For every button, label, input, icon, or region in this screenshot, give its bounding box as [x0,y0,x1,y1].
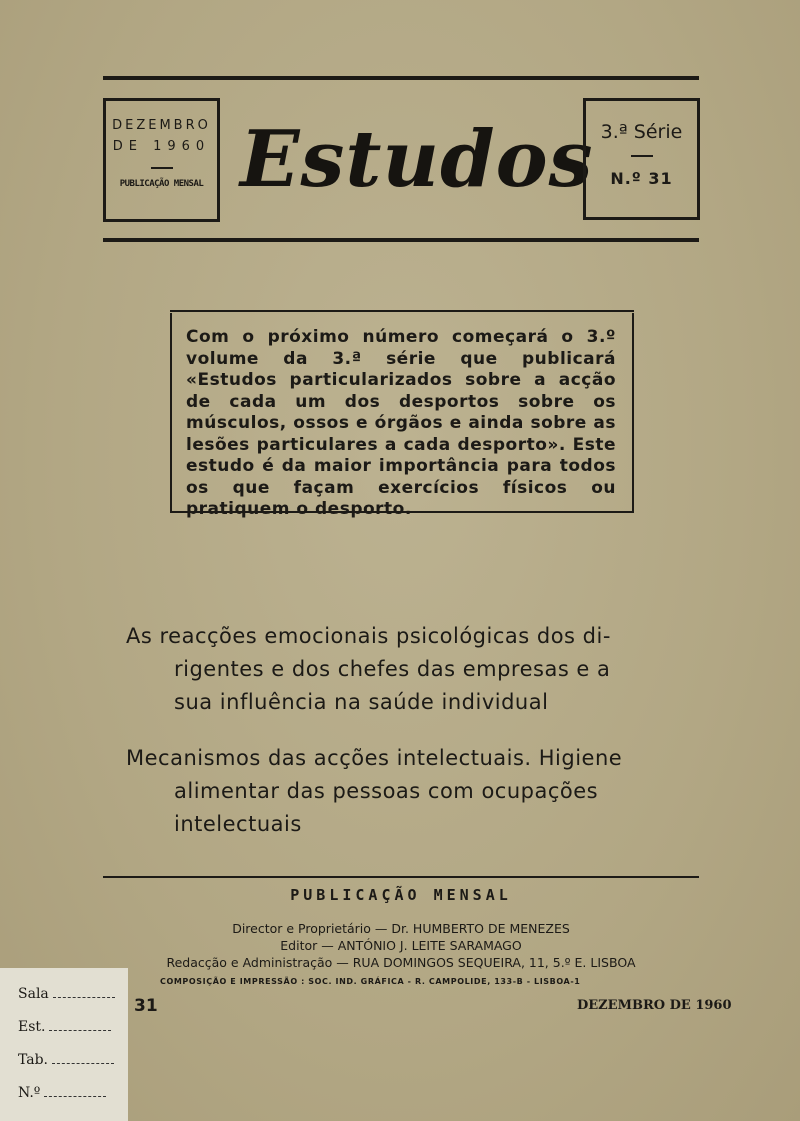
label-tab-blank [52,1063,114,1064]
date-box [103,98,220,222]
notice-box [170,313,634,519]
series-dash [631,155,653,157]
date-month: DEZEMBRO [112,118,211,133]
article-2-line-3: intelectuais [174,812,302,836]
footer-director: Director e Proprietário — Dr. HUMBERTO DE MENEZES [232,921,570,936]
issue-number-label: N.º 31 [610,169,673,188]
series-box [583,98,700,220]
article-2 [126,742,646,841]
label-row-sala [18,986,115,1002]
article-1-line-1: As reacções emocionais psicológicas dos di- [126,624,611,648]
footer-issue-date: DEZEMBRO DE 1960 [577,998,732,1013]
magazine-title: Estudos [240,114,594,205]
label-tab: Tab. [18,1052,49,1068]
label-no-blank [44,1096,106,1097]
label-row-tab [18,1052,114,1068]
date-dash [151,167,173,169]
footer-editor: Editor — ANTÓNIO J. LEITE SARAMAGO [280,938,522,953]
label-row-est [18,1019,111,1035]
label-est-blank [49,1030,111,1031]
periodicity-small: PUBLICAÇÃO MENSAL [119,179,204,189]
article-2-line-1: Mecanismos das acções intelectuais. Higiene [126,746,623,770]
footer-composition: COMPOSIÇÃO E IMPRESSÃO : SOC. IND. GRÁFICA - R. CAMPOLIDE, 133-B - LISBOA-1 [160,977,581,986]
label-sala-blank [53,997,115,998]
library-label [0,968,128,1121]
notice-text: Com o próximo número começará o 3.º volume da 3.ª série que publicará «Estudos particularizados sobre a acção de cada um dos desportos sobre os músculos, ossos e órgãos e ainda sobre as lesões particulares a cada desporto». Este estudo é da maior importância para todos os que façam exercícios físicos ou pratiquem o desporto. [186,327,616,519]
footer-rule [103,876,699,878]
label-row-no [18,1085,106,1101]
article-1-line-2: rigentes e dos chefes das empresas e a [174,657,611,681]
label-est: Est. [18,1019,46,1035]
top-rule [103,76,699,80]
label-no: N.º [18,1085,41,1101]
article-2-line-2: alimentar das pessoas com ocupações [174,779,599,803]
footer-issue-number: 31 [134,996,158,1016]
series-label: 3.ª Série [600,121,683,143]
label-sala: Sala [18,986,49,1002]
header-bottom-rule [103,238,699,242]
notice-top-rule [170,310,634,312]
article-1 [126,620,646,719]
article-1-line-3: sua influência na saúde individual [174,690,549,714]
footer-address: Redacção e Administração — RUA DOMINGOS SEQUEIRA, 11, 5.º E. LISBOA [166,955,636,970]
date-year: DE 1960 [112,139,211,154]
footer-title: PUBLICAÇÃO MENSAL [290,886,512,904]
